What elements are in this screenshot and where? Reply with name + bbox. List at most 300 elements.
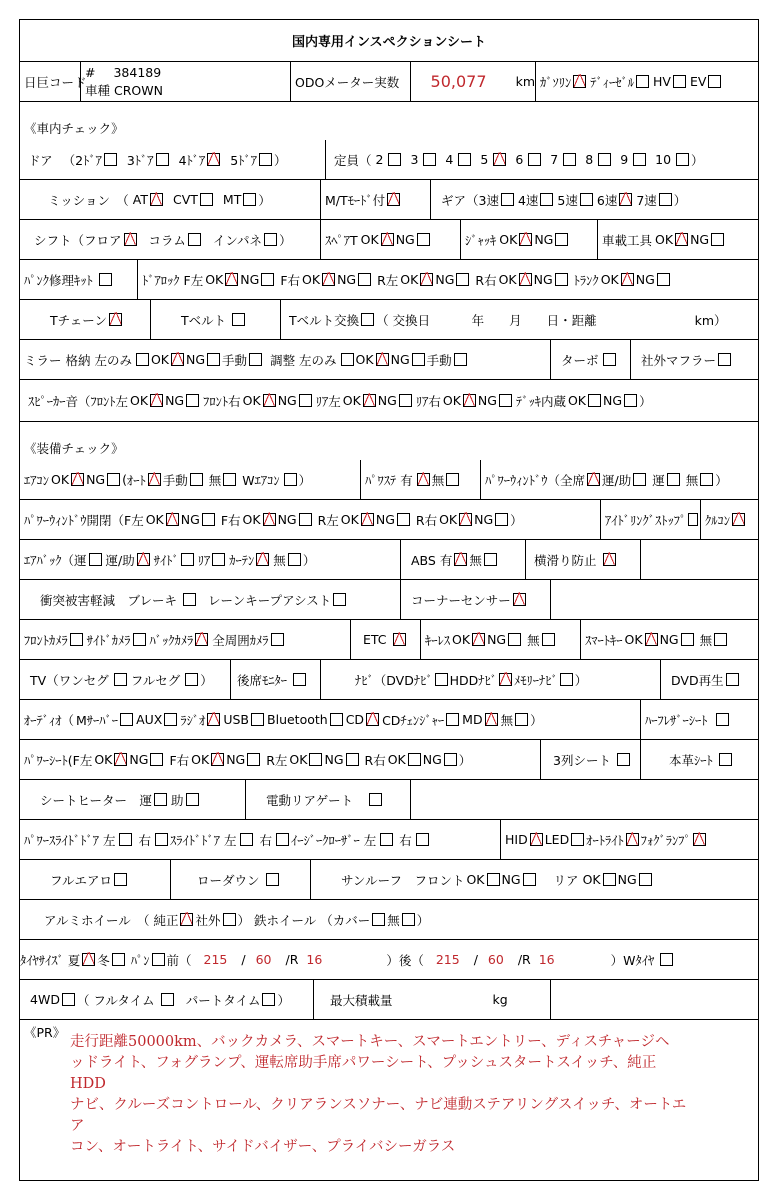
paren: ） <box>279 232 292 248</box>
pw-da-label: 運/助 <box>602 472 632 488</box>
pw-ng-checkbox[interactable] <box>299 513 312 526</box>
audio-option: CD <box>345 712 365 727</box>
third-row-label: 3列シート <box>553 752 611 768</box>
fuel-checkbox[interactable] <box>573 75 586 88</box>
gear-cell <box>430 180 758 219</box>
tire-punk-checkbox[interactable] <box>152 953 165 966</box>
model-label: 車種 <box>85 82 111 98</box>
capacity-checkbox[interactable] <box>458 153 471 166</box>
speaker-ng-checkbox[interactable] <box>624 394 637 407</box>
muffler-label: 社外マフラー <box>641 352 717 368</box>
doorlock-ok-checkbox[interactable] <box>519 273 532 286</box>
doorlock-ng-checkbox[interactable] <box>261 273 274 286</box>
gear-checkbox[interactable] <box>501 193 514 206</box>
tire-size-label: ﾀｲﾔｻｲｽﾞ 夏 <box>20 952 81 968</box>
keyless-label: ｷｰﾚｽ <box>425 632 451 648</box>
alu-aftermarket-checkbox[interactable] <box>223 913 236 926</box>
tv-option: フルセグ <box>130 672 181 688</box>
gear-checkbox[interactable] <box>540 193 553 206</box>
ok-label: OK <box>400 272 419 287</box>
pw-ok-checkbox[interactable] <box>459 513 472 526</box>
tire-summer-checkbox[interactable] <box>82 953 95 966</box>
speaker-position: ﾘｱ左 <box>315 393 341 409</box>
collision-checkbox[interactable] <box>183 593 196 606</box>
audio-checkbox[interactable] <box>251 713 264 726</box>
capacity-checkbox[interactable] <box>423 153 436 166</box>
puncture-kit-label: ﾊﾟﾝｸ修理ｷｯﾄ <box>24 272 93 288</box>
doorlock-ng-checkbox[interactable] <box>555 273 568 286</box>
rear-gate-checkbox[interactable] <box>369 793 382 806</box>
tire-winter-checkbox[interactable] <box>112 953 125 966</box>
sd-right-checkbox[interactable] <box>276 833 289 846</box>
ec-left-checkbox[interactable] <box>380 833 393 846</box>
capacity-checkbox[interactable] <box>528 153 541 166</box>
seat-ok-checkbox[interactable] <box>309 753 322 766</box>
power-steering-yes-checkbox[interactable] <box>417 473 430 486</box>
mission-checkbox[interactable] <box>200 193 213 206</box>
right-label: 右 <box>399 832 412 848</box>
capacity-checkbox[interactable] <box>598 153 611 166</box>
tchain-label: Tチェーン <box>50 312 108 328</box>
tbelt-cell <box>150 300 280 339</box>
aircon-ng-checkbox[interactable] <box>107 473 120 486</box>
abs-yes-checkbox[interactable] <box>454 553 467 566</box>
doorlock-position: F左 <box>183 272 204 288</box>
lane-checkbox[interactable] <box>333 593 346 606</box>
sheet-title: 国内専用インスペクションシート <box>291 35 487 50</box>
pw-d-checkbox[interactable] <box>667 473 680 486</box>
cruise-checkbox[interactable] <box>732 513 745 526</box>
rear-monitor-checkbox[interactable] <box>293 673 306 686</box>
speaker-ok-checkbox[interactable] <box>150 394 163 407</box>
part-time-label: パートタイム <box>185 992 261 1008</box>
leather-checkbox[interactable] <box>719 753 732 766</box>
airbag-row <box>20 540 758 580</box>
shift-option: フロア <box>84 232 122 248</box>
spare-cell <box>320 220 460 259</box>
half-leather-cell <box>640 700 758 739</box>
alu-aftermarket-label: 社外 <box>195 912 221 928</box>
pw-ng-checkbox[interactable] <box>397 513 410 526</box>
gear-checkbox[interactable] <box>619 193 632 206</box>
pr-line: コン、オートライト、サイドバイザー、プライバシーガラス <box>70 1139 456 1155</box>
fourwd-row <box>20 980 758 1020</box>
sunroof-front-ok-checkbox[interactable] <box>487 873 500 886</box>
smartkey-ng-checkbox[interactable] <box>681 633 694 646</box>
spare-ok-checkbox[interactable] <box>381 233 394 246</box>
sunroof-front-ng-checkbox[interactable] <box>523 873 536 886</box>
third-row-checkbox[interactable] <box>617 753 630 766</box>
pw-ok-checkbox[interactable] <box>166 513 179 526</box>
capacity-checkbox[interactable] <box>633 153 646 166</box>
collision-label: 衝突被害軽減 ブレーキ <box>40 592 178 608</box>
audio-checkbox[interactable] <box>366 713 379 726</box>
keyless-ok-checkbox[interactable] <box>472 633 485 646</box>
door-option: 5ﾄﾞｱ <box>230 152 257 168</box>
pw-ng-checkbox[interactable] <box>202 513 215 526</box>
muffler-checkbox[interactable] <box>718 353 731 366</box>
manual-checkbox[interactable] <box>190 473 203 486</box>
corner-checkbox[interactable] <box>513 593 526 606</box>
leather-cell <box>640 740 758 779</box>
navi-checkbox[interactable] <box>499 673 512 686</box>
leather-label: 本革ｼｰﾄ <box>669 752 713 768</box>
mission-checkbox[interactable] <box>150 193 163 206</box>
ok-label: OK <box>150 352 169 367</box>
steel-cover-checkbox[interactable] <box>372 913 385 926</box>
capacity-option: 6 <box>515 152 524 167</box>
mission-checkbox[interactable] <box>243 193 256 206</box>
doorlock-position: F右 <box>280 272 301 288</box>
navi-option: ﾒﾓﾘｰﾅﾋﾞ <box>514 672 558 688</box>
door-checkbox[interactable] <box>156 153 169 166</box>
none-label: 無 <box>527 632 540 648</box>
doorlock-position: R右 <box>475 272 497 288</box>
seat-ng-checkbox[interactable] <box>444 753 457 766</box>
seat-ok-checkbox[interactable] <box>114 753 127 766</box>
led-label: LED <box>544 832 570 847</box>
mirror-manual-checkbox[interactable] <box>249 353 262 366</box>
ok-label: OK <box>145 512 164 527</box>
ng-label: NG <box>377 393 397 408</box>
led-checkbox[interactable] <box>571 833 584 846</box>
smartkey-none-checkbox[interactable] <box>714 633 727 646</box>
gear-option: 7速 <box>636 192 657 208</box>
ec-right-checkbox[interactable] <box>416 833 429 846</box>
tchain-checkbox[interactable] <box>109 313 122 326</box>
dvd-checkbox[interactable] <box>726 673 739 686</box>
fuel-checkbox[interactable] <box>708 75 721 88</box>
airbag-checkbox[interactable] <box>256 553 269 566</box>
puncture-kit-checkbox[interactable] <box>99 273 112 286</box>
none-label: 無 <box>208 472 222 488</box>
audio-checkbox[interactable] <box>330 713 343 726</box>
speaker-ng-checkbox[interactable] <box>299 394 312 407</box>
doorlock-ng-checkbox[interactable] <box>358 273 371 286</box>
mt-mode-checkbox[interactable] <box>387 193 400 206</box>
tv-option: ワンセグ <box>58 672 109 688</box>
speaker-ng-checkbox[interactable] <box>186 394 199 407</box>
audio-checkbox[interactable] <box>120 713 133 726</box>
adjust-left-only-checkbox[interactable] <box>341 353 354 366</box>
airbag-option: ﾘｱ <box>197 552 211 568</box>
fourwd-checkbox[interactable] <box>62 993 75 1006</box>
doorlock-ok-checkbox[interactable] <box>322 273 335 286</box>
skid-checkbox[interactable] <box>603 553 616 566</box>
door-checkbox[interactable] <box>207 153 220 166</box>
ok-label: OK <box>355 352 374 367</box>
fuel-checkbox[interactable] <box>673 75 686 88</box>
ok-label: OK <box>51 472 70 487</box>
power-steering-none-checkbox[interactable] <box>446 473 459 486</box>
pr-label: 《PR》 <box>24 1025 66 1040</box>
camera-option: ﾊﾞｯｸｶﾒﾗ <box>149 632 194 648</box>
speaker-cell <box>20 380 758 421</box>
mission-option: AT <box>132 192 148 207</box>
alu-genuine-checkbox[interactable] <box>180 913 193 926</box>
navi-checkbox[interactable] <box>560 673 573 686</box>
spare-ng-checkbox[interactable] <box>417 233 430 246</box>
power-seat-label: ﾊﾟﾜｰｼｰﾄ( <box>24 752 73 768</box>
heater-row <box>20 780 758 820</box>
fuel-checkbox[interactable] <box>636 75 649 88</box>
psd-right-checkbox[interactable] <box>155 833 168 846</box>
airbag-checkbox[interactable] <box>89 553 102 566</box>
lowdown-checkbox[interactable] <box>266 873 279 886</box>
airbag-checkbox[interactable] <box>137 553 150 566</box>
tbelt-change-checkbox[interactable] <box>361 313 374 326</box>
header-row <box>20 62 758 102</box>
capacity-option: 3 <box>410 152 419 167</box>
doorlock-ok-checkbox[interactable] <box>621 273 634 286</box>
slide-door-row <box>20 820 758 860</box>
vehicle-code: 384189 <box>113 64 162 80</box>
idle-stop-checkbox[interactable] <box>688 513 698 526</box>
steel-none-checkbox[interactable] <box>402 913 415 926</box>
auto-checkbox[interactable] <box>148 473 161 486</box>
shift-checkbox[interactable] <box>264 233 277 246</box>
turbo-checkbox[interactable] <box>603 353 616 366</box>
mirror-label: ミラー 格納 左のみ <box>24 352 132 368</box>
inspection-sheet <box>19 19 759 1181</box>
foglamp-checkbox[interactable] <box>693 833 706 846</box>
mirror-cell <box>20 340 550 379</box>
ng-label: NG <box>422 752 442 767</box>
half-leather-checkbox[interactable] <box>716 713 729 726</box>
tchain-cell <box>20 300 150 339</box>
autolight-checkbox[interactable] <box>626 833 639 846</box>
autolight-label: ｵｰﾄﾗｲﾄ <box>586 832 624 848</box>
audio-option: MD <box>462 712 483 727</box>
tools-ng-checkbox[interactable] <box>711 233 724 246</box>
doorlock-ng-checkbox[interactable] <box>456 273 469 286</box>
pw-da-checkbox[interactable] <box>633 473 646 486</box>
pw-ok-checkbox[interactable] <box>361 513 374 526</box>
pw-ok-checkbox[interactable] <box>263 513 276 526</box>
camera-checkbox[interactable] <box>271 633 284 646</box>
rear-label: ）後（ <box>386 952 424 968</box>
navi-option: DVDﾅﾋﾞ <box>386 672 433 688</box>
adjust-ok-checkbox[interactable] <box>376 353 389 366</box>
doorlock-ok-checkbox[interactable] <box>420 273 433 286</box>
seat-ng-checkbox[interactable] <box>150 753 163 766</box>
rear-gate-cell <box>245 780 410 819</box>
mission-cell <box>20 180 320 219</box>
aircon-ok-checkbox[interactable] <box>71 473 84 486</box>
capacity-checkbox[interactable] <box>563 153 576 166</box>
turbo-label: ターボ <box>561 352 599 368</box>
speaker-row <box>20 380 758 422</box>
adjust-label: 調整 左のみ <box>270 352 337 368</box>
navi-label: ﾅﾋﾞ（ <box>355 672 387 688</box>
pw-ng-checkbox[interactable] <box>495 513 508 526</box>
sunroof-rear-ok-checkbox[interactable] <box>603 873 616 886</box>
doorlock-cell <box>137 260 758 299</box>
pw-all-checkbox[interactable] <box>587 473 600 486</box>
capacity-checkbox[interactable] <box>493 153 506 166</box>
speaker-ok-checkbox[interactable] <box>588 394 601 407</box>
heater-cell <box>20 780 245 819</box>
capacity-option: 2 <box>375 152 384 167</box>
ng-label: NG <box>474 512 494 527</box>
sd-left-checkbox[interactable] <box>240 833 253 846</box>
fourwd-label: 4WD <box>30 992 60 1007</box>
jack-ng-checkbox[interactable] <box>555 233 568 246</box>
speaker-ok-checkbox[interactable] <box>363 394 376 407</box>
ng-label: NG <box>375 512 395 527</box>
easy-closer-label: ｲｰｼﾞｰｸﾛｰｻﾞｰ 左 <box>291 832 377 848</box>
paren: ） <box>574 672 588 688</box>
paren: ） <box>639 393 652 409</box>
door-checkbox[interactable] <box>259 153 272 166</box>
jack-cell <box>460 220 597 259</box>
capacity-checkbox[interactable] <box>676 153 689 166</box>
seat-position: F右 <box>169 752 190 768</box>
seat-position: R左 <box>266 752 288 768</box>
audio-checkbox[interactable] <box>515 713 528 726</box>
ok-label: OK <box>289 752 308 767</box>
ng-label: NG <box>487 632 507 647</box>
full-time-checkbox[interactable] <box>161 993 174 1006</box>
w-tire-checkbox[interactable] <box>660 953 673 966</box>
gear-label: ギア（ <box>441 192 479 208</box>
ng-label: NG <box>635 272 655 287</box>
w-aircon-checkbox[interactable] <box>284 473 297 486</box>
none-checkbox[interactable] <box>223 473 236 486</box>
hid-checkbox[interactable] <box>530 833 543 846</box>
adjust-ng-checkbox[interactable] <box>412 353 425 366</box>
pw-position: R左 <box>317 512 339 528</box>
airbag-checkbox[interactable] <box>288 553 301 566</box>
part-time-checkbox[interactable] <box>262 993 275 1006</box>
camera-checkbox[interactable] <box>70 633 83 646</box>
door-row <box>20 140 758 180</box>
heater-driver-checkbox[interactable] <box>154 793 167 806</box>
abs-label: ABS 有 <box>411 552 453 568</box>
seat-ng-checkbox[interactable] <box>247 753 260 766</box>
hid-label: HID <box>505 832 528 847</box>
tools-cell <box>597 220 758 259</box>
mirror-ok-checkbox[interactable] <box>171 353 184 366</box>
gear-checkbox[interactable] <box>659 193 672 206</box>
tire-row <box>20 940 758 980</box>
aircon-row <box>20 460 758 500</box>
audio-option: AUX <box>136 712 163 727</box>
audio-checkbox[interactable] <box>446 713 459 726</box>
audio-checkbox[interactable] <box>485 713 498 726</box>
airbag-option: 無 <box>273 552 286 568</box>
paren: ） <box>691 152 704 168</box>
smartkey-ok-checkbox[interactable] <box>645 633 658 646</box>
ok-label: OK <box>340 512 359 527</box>
dvd-label: DVD再生 <box>671 672 724 688</box>
ok-label: OK <box>242 512 261 527</box>
speaker-ng-checkbox[interactable] <box>499 394 512 407</box>
doorlock-ng-checkbox[interactable] <box>657 273 670 286</box>
rear-aspect: 60 <box>487 952 504 967</box>
vehicle-model: CROWN <box>114 82 163 98</box>
mirror-left-only-checkbox[interactable] <box>136 353 149 366</box>
seat-ng-checkbox[interactable] <box>346 753 359 766</box>
paren: ） <box>277 992 290 1008</box>
shift-checkbox[interactable] <box>188 233 201 246</box>
speaker-ok-checkbox[interactable] <box>463 394 476 407</box>
airbag-checkbox[interactable] <box>212 553 225 566</box>
full-aero-checkbox[interactable] <box>114 873 127 886</box>
seat-ok-checkbox[interactable] <box>408 753 421 766</box>
capacity-option: 8 <box>585 152 594 167</box>
speaker-ng-checkbox[interactable] <box>399 394 412 407</box>
equip-section-title: 《装備チェック》 <box>24 441 124 456</box>
ng-label: NG <box>690 232 710 247</box>
etc-checkbox[interactable] <box>393 633 406 646</box>
jack-ok-checkbox[interactable] <box>519 233 532 246</box>
camera-cell <box>20 620 350 659</box>
ok-label: OK <box>499 232 518 247</box>
camera-option: ﾌﾛﾝﾄｶﾒﾗ <box>24 632 68 648</box>
tv-checkbox[interactable] <box>185 673 198 686</box>
tools-ok-checkbox[interactable] <box>675 233 688 246</box>
tbelt-checkbox[interactable] <box>232 313 245 326</box>
speaker-ok-checkbox[interactable] <box>263 394 276 407</box>
seat-position: F左 <box>72 752 93 768</box>
seat-ok-checkbox[interactable] <box>211 753 224 766</box>
keyless-ng-checkbox[interactable] <box>508 633 521 646</box>
navi-cell <box>320 660 660 699</box>
gear-checkbox[interactable] <box>580 193 593 206</box>
capacity-checkbox[interactable] <box>388 153 401 166</box>
pw-open-label: ﾊﾟﾜｰｳｨﾝﾄﾞｳ開閉（ <box>24 512 125 528</box>
tbelt-change-cell <box>280 300 758 339</box>
alu-wheel-label: アルミホイール （ 純正 <box>44 912 179 928</box>
r-label: /R <box>517 952 531 967</box>
adjust-manual-checkbox[interactable] <box>454 353 467 366</box>
speaker-position: ﾃﾞｯｷ内蔵 <box>515 393 566 409</box>
ng-label: NG <box>659 632 679 647</box>
front-aspect: 60 <box>255 952 272 967</box>
shift-option: インパネ <box>212 232 263 248</box>
keyless-none-checkbox[interactable] <box>542 633 555 646</box>
mirror-ng-checkbox[interactable] <box>207 353 220 366</box>
airbag-checkbox[interactable] <box>181 553 194 566</box>
ng-label: NG <box>240 272 260 287</box>
ng-label: NG <box>165 393 185 408</box>
psd-left-checkbox[interactable] <box>119 833 132 846</box>
aircon-cell <box>20 460 360 499</box>
pw-position: R右 <box>415 512 438 528</box>
audio-checkbox[interactable] <box>207 713 220 726</box>
navi-checkbox[interactable] <box>435 673 448 686</box>
ok-label: OK <box>439 512 458 527</box>
camera-checkbox[interactable] <box>195 633 208 646</box>
heater-assist-checkbox[interactable] <box>186 793 199 806</box>
door-checkbox[interactable] <box>104 153 117 166</box>
shift-checkbox[interactable] <box>124 233 137 246</box>
camera-checkbox[interactable] <box>133 633 146 646</box>
collision-row <box>20 580 758 620</box>
collision-cell <box>20 580 400 619</box>
ok-label: OK <box>302 272 321 287</box>
doorlock-ok-checkbox[interactable] <box>225 273 238 286</box>
sunroof-cell <box>310 860 758 899</box>
pw-none-checkbox[interactable] <box>700 473 713 486</box>
abs-none-checkbox[interactable] <box>484 553 497 566</box>
tbelt-row <box>20 300 758 340</box>
tv-checkbox[interactable] <box>114 673 127 686</box>
audio-label: ｵｰﾃﾞｨｵ（ <box>24 712 75 728</box>
audio-checkbox[interactable] <box>164 713 177 726</box>
sunroof-rear-ng-checkbox[interactable] <box>639 873 652 886</box>
